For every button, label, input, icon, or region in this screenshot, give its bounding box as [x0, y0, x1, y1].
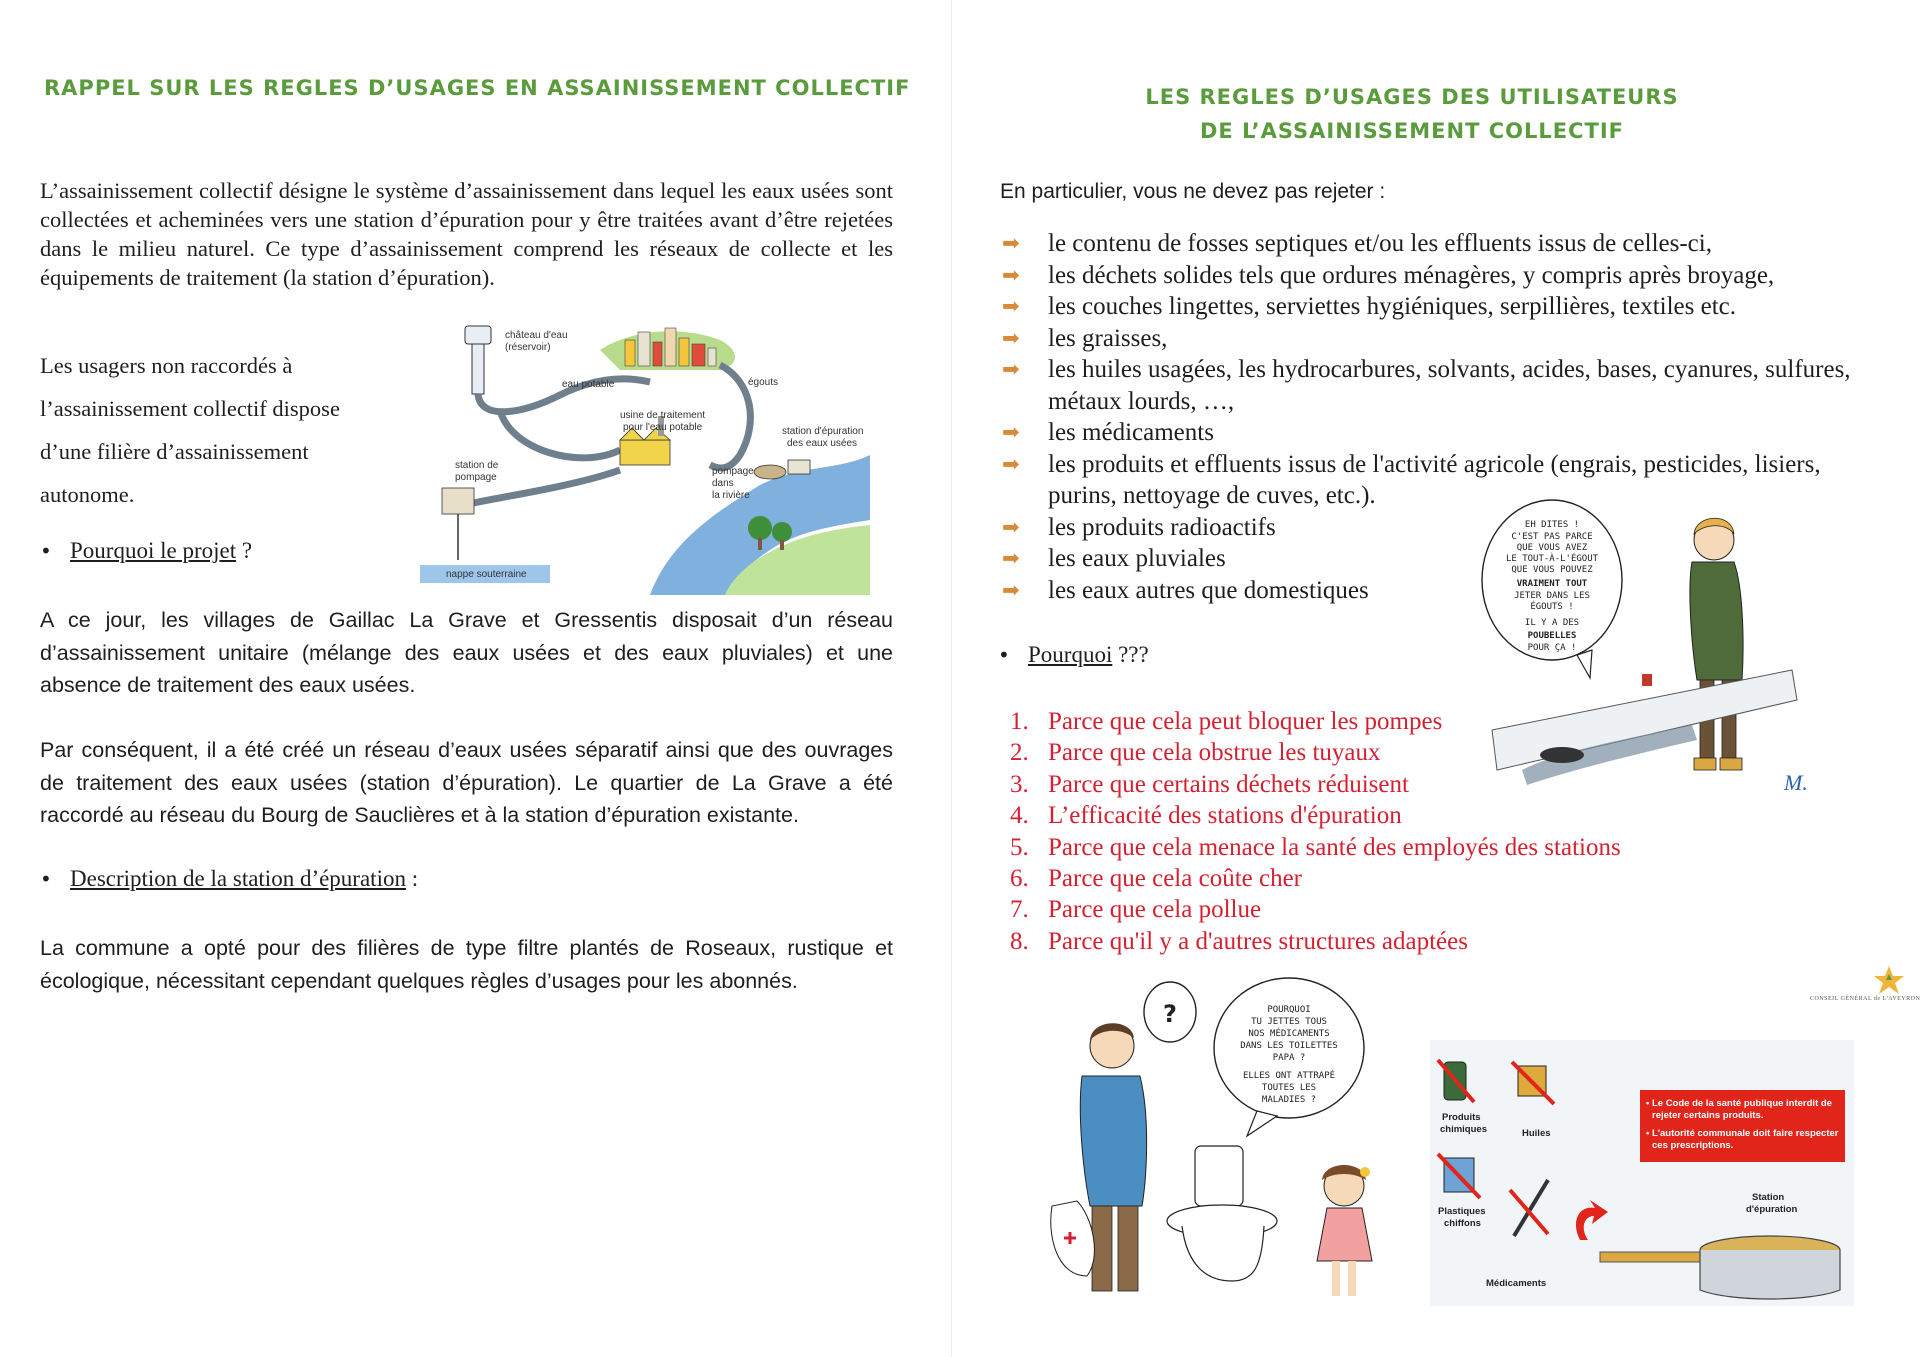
non-raccordes-text [40, 344, 340, 516]
diagram-label-reservoir: (réservoir) [505, 342, 551, 353]
poster-red-text: • L'autorité communale doit faire respecter [1646, 1128, 1839, 1139]
diagram-label-station-pompage2: pompage [455, 472, 497, 483]
poster-label: Produits [1442, 1112, 1481, 1123]
city-icon [625, 328, 716, 366]
poster-red-text: • Le Code de la santé publique interdit de [1646, 1098, 1832, 1109]
bullet-dot-icon: • [40, 539, 52, 563]
list-item: 1. Parce que cela peut bloquer les pompes [1010, 708, 1443, 735]
poster-label: Huiles [1522, 1128, 1551, 1139]
star-logo-icon [1872, 964, 1906, 996]
father-figure [1051, 1023, 1147, 1291]
bubble2-line: DANS LES TOILETTES [1240, 1041, 1338, 1051]
list-item: ➡ les eaux pluviales [1002, 543, 1882, 575]
bullet-description-station [40, 866, 418, 892]
poster-red-text: ces prescriptions. [1652, 1140, 1734, 1151]
poster-label: Station [1752, 1192, 1785, 1203]
diagram-label-pompage: pompage [712, 466, 754, 477]
bubble1-line: POUBELLES [1527, 631, 1577, 641]
bullet-pourquoi-projet [40, 538, 252, 564]
diagram-label-station-epuration2: des eaux usées [787, 438, 858, 449]
bullet-description-suffix: : [405, 866, 419, 891]
bullet-pourquoi-projet-suffix: ? [236, 538, 253, 563]
list-item: ➡ les médicaments [1002, 417, 1882, 449]
bubble1-line: EH DITES ! [1524, 520, 1580, 530]
diagram-label-nappe: nappe souterraine [446, 569, 527, 580]
list-item: 8. Parce qu'il y a d'autres structures adaptées [1010, 927, 1468, 955]
question-mark: ? [1163, 1000, 1177, 1028]
toilet-icon [1167, 1146, 1277, 1281]
non-raccordes-line: d’une filière d’assainissement [40, 439, 309, 464]
arrow-right-icon: ➡ [1002, 451, 1020, 476]
diagram-label-station-pompage: station de [455, 460, 499, 471]
bubble2-line: TU JETTES TOUS [1251, 1017, 1327, 1027]
list-item: ➡ les huiles usagées, les hydrocarbures, solvants, acides, bases, cyanures, sulfures, métaux lourds, …, [1002, 356, 1851, 415]
non-raccordes-line: autonome. [40, 482, 135, 507]
list-item: ➡ les produits et effluents issus de l'activité agricole (engrais, pesticides, lisiers, purins, nettoyage de cuves, etc.). [1002, 450, 1821, 509]
right-title-line1: LES REGLES D’USAGES DES UTILISATEURS [1145, 85, 1679, 109]
arrow-right-icon: ➡ [1002, 546, 1020, 570]
pipe-egouts [710, 365, 750, 468]
non-raccordes-line: l’assainissement collectif dispose [40, 396, 340, 421]
bullet-pourquoi [998, 642, 1149, 668]
para-commune: La commune a opté pour des filières de type filtre plantés de Roseaux, rustique et écologique, nécessitant cependant quelques règles d’usages pour les abonnés. [40, 936, 893, 993]
bubble2-line: PAPA ? [1272, 1053, 1306, 1063]
bullet-dot-icon: • [998, 643, 1010, 667]
conseil-logo [1810, 964, 1920, 1002]
poster-red-text: rejeter certains produits. [1652, 1110, 1764, 1121]
arrow-right-icon: ➡ [1002, 231, 1020, 255]
bubble1-line: VRAIMENT TOUT [1516, 579, 1588, 589]
arrow-right-icon: ➡ [1002, 420, 1020, 444]
diagram-label-eau-potable: eau potable [562, 379, 615, 390]
bubble1-line: IL Y A DES [1524, 618, 1580, 628]
list-item: ➡ les déchets solides tels que ordures ménagères, y compris après broyage, [1002, 260, 1882, 292]
intro-paragraph: L’assainissement collectif désigne le système d’assainissement dans lequel les eaux usées sont collectées et acheminées vers une station d’épuration pour y être traitées avant d’être rejetées dans le milieu naturel. Ce type d’assainissement comprend les réseaux de collecte et les équipements de traitement (la station d’épuration). [40, 178, 893, 290]
list-item: 6. Parce que cela coûte cher [1010, 865, 1303, 893]
pump-house-icon [442, 488, 474, 560]
signature: M. [1784, 770, 1808, 795]
bubble1-line: QUE VOUS POUVEZ [1511, 565, 1593, 575]
list-item: 3. Parce que certains déchets réduisent [1010, 770, 1409, 798]
right-intro: En particulier, vous ne devez pas rejeter : [1000, 180, 1386, 203]
bubble1-line: JETER DANS LES [1514, 591, 1590, 601]
poster-illustration [1430, 1040, 1854, 1306]
bullet-pourquoi-projet-label: Pourquoi le projet [70, 538, 237, 563]
bullet-pourquoi-label: Pourquoi [1028, 642, 1113, 667]
diagram-label-pompage2: dans [712, 478, 734, 489]
plastic-rags-icon [1438, 1154, 1480, 1198]
bubble2-line: TOUTES LES [1261, 1083, 1317, 1093]
bullet-pourquoi-suffix: ??? [1112, 642, 1149, 667]
right-page [952, 0, 1920, 1357]
bullet-dot-icon: • [40, 867, 52, 891]
diagram-label-usine2: pour l'eau potable [623, 422, 703, 433]
right-title [952, 80, 1872, 148]
diagram-label-usine: usine de traitement [620, 410, 706, 421]
bubble2-line: ELLES ONT ATTRAPÉ [1242, 1071, 1336, 1081]
poster-label: d'épuration [1746, 1204, 1798, 1215]
water-cycle-diagram [420, 320, 870, 595]
list-item: 7. Parce que cela pollue [1010, 896, 1262, 924]
bubble2-line: NOS MÉDICAMENTS [1248, 1029, 1330, 1039]
poster-label: Médicaments [1486, 1278, 1547, 1289]
girl-figure [1317, 1165, 1372, 1296]
bubble1-line: ÉGOUTS ! [1530, 602, 1574, 612]
diagram-label-pompage3: la rivière [712, 490, 750, 501]
diagram-label-chateau: château d'eau [505, 330, 568, 341]
diagram-label-station-epuration: station d'épuration [782, 426, 864, 437]
arrow-right-icon: ➡ [1002, 325, 1020, 350]
arrow-right-icon: ➡ [1002, 577, 1020, 602]
left-page [0, 0, 952, 1357]
cartoon-medicines-illustration [1032, 976, 1402, 1311]
list-item: ➡ les eaux autres que domestiques [1002, 575, 1882, 607]
list-item: 5. Parce que cela menace la santé des employés des stations [1010, 833, 1621, 861]
water-tower-icon [465, 326, 491, 394]
bubble1-line: C'EST PAS PARCE [1511, 532, 1593, 542]
bubble1-line: POUR ÇA ! [1527, 643, 1577, 653]
arrow-right-icon: ➡ [1002, 357, 1020, 381]
man-figure [1690, 518, 1743, 770]
arrow-right-icon: ➡ [1002, 262, 1020, 287]
list-item: ➡ les produits radioactifs [1002, 512, 1882, 544]
bubble2-line: POURQUOI [1267, 1005, 1311, 1015]
right-title-line2: DE L’ASSAINISSEMENT COLLECTIF [1199, 119, 1624, 143]
list-item: 4. L’efficacité des stations d'épuration [1010, 802, 1402, 830]
para-a-ce-jour: A ce jour, les villages de Gaillac La Grave et Gressentis disposait d’un réseau d’assainissement unitaire (mélange des eaux usées et des eaux pluviales) et une absence de traitement des eaux usées. [40, 608, 893, 697]
conseil-text: CONSEIL GÉNÉRAL de L'AVEYRON [1810, 996, 1920, 1002]
bubble1-line: QUE VOUS AVEZ [1516, 543, 1588, 553]
list-item: ➡ les graisses, [1002, 323, 1882, 355]
poster-label: Plastiques [1438, 1206, 1486, 1217]
left-title: RAPPEL SUR LES REGLES D’USAGES EN ASSAINISSEMENT COLLECTIF [44, 76, 911, 100]
arrow-right-icon: ➡ [1002, 514, 1020, 539]
bubble2-line: MALADIES ? [1261, 1095, 1317, 1105]
diagram-label-egouts: égouts [748, 377, 779, 388]
bubble1-line: LE TOUT-À-L'ÉGOUT [1505, 554, 1599, 564]
cartoon-gutter-illustration [1482, 500, 1808, 810]
list-item: ➡ les couches lingettes, serviettes hygiéniques, serpillières, textiles etc. [1002, 291, 1882, 323]
poster-label: chimiques [1440, 1124, 1487, 1135]
list-item: ➡ le contenu de fosses septiques et/ou les effluents issus de celles-ci, [1002, 228, 1882, 260]
non-raccordes-line: Les usagers non raccordés à [40, 353, 293, 378]
pipe-usine [500, 410, 620, 458]
list-item: 2. Parce que cela obstrue les tuyaux [1010, 739, 1381, 767]
bullet-description-label: Description de la station d’épuration [70, 866, 406, 891]
poster-label: chiffons [1444, 1218, 1481, 1229]
para-par-consequent: Par conséquent, il a été créé un réseau d’eaux usées séparatif ainsi que des ouvrages de traitement des eaux usées (station d’épuration). Le quartier de La Grave a été raccordé au réseau du Bourg de Sauclières et à la station d’épuration existante. [40, 738, 893, 827]
arrow-right-icon: ➡ [1002, 294, 1020, 318]
